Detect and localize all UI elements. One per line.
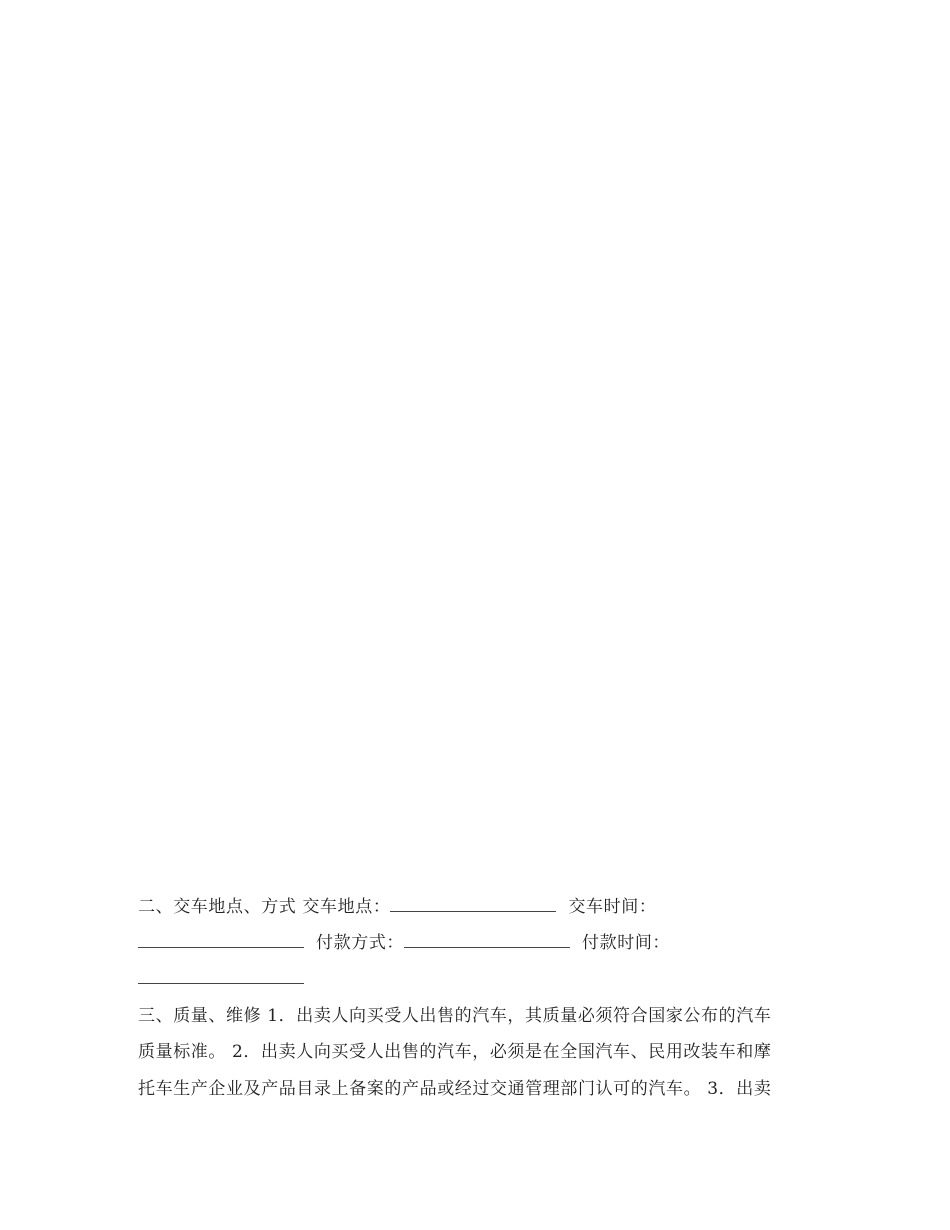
section-3-line-3: 托车生产企业及产品目录上备案的产品或经过交通管理部门认可的汽车。 3．出卖: [138, 1079, 772, 1099]
section-2-line-3: [138, 964, 310, 994]
section-3-line-2: 质量标准。 2．出卖人向买受人出售的汽车，必须是在全国汽车、民用改装车和摩: [138, 1042, 772, 1062]
delivery-time-label: 交车时间：: [568, 897, 657, 917]
section-2-line-2: [138, 928, 670, 958]
delivery-place-blank: [390, 893, 556, 912]
section-2-line-1: [138, 892, 656, 922]
section-3-line-1: 三、质量、维修 1．出卖人向买受人出售的汽车，其质量必须符合国家公布的汽车: [138, 1006, 772, 1026]
section-2-heading: 二、交车地点、方式: [138, 897, 297, 917]
delivery-time-blank: [138, 929, 304, 948]
delivery-place-label: 交车地点：: [302, 897, 391, 917]
payment-time-label: 付款时间：: [582, 933, 671, 953]
payment-time-blank: [138, 965, 304, 984]
payment-method-label: 付款方式：: [316, 933, 405, 953]
payment-method-blank: [404, 929, 570, 948]
